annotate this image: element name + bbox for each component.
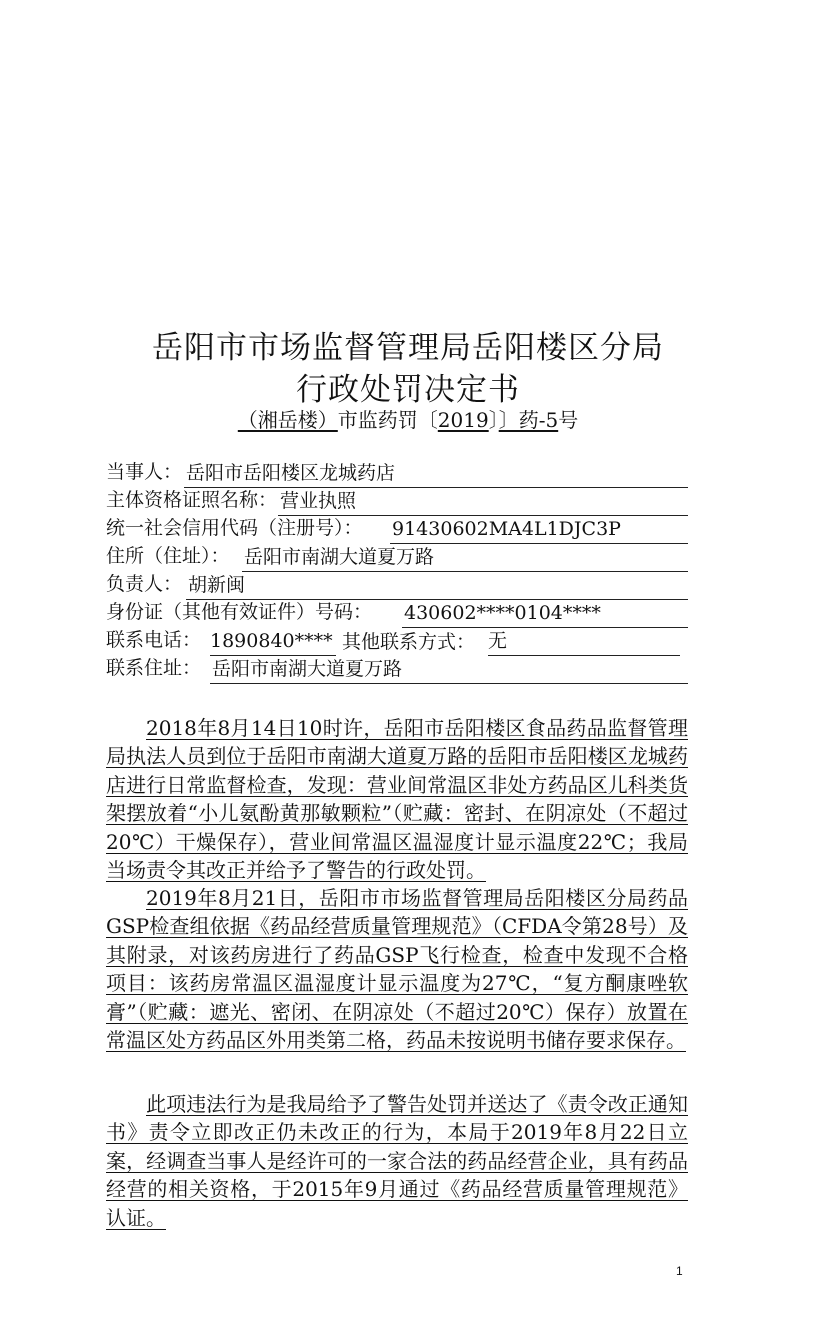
document-number — [0, 404, 816, 433]
contact-address-field — [106, 656, 688, 684]
contact-address-label: 联系住址： — [106, 657, 202, 679]
credit-code-label: 统一社会信用代码（注册号）： — [106, 517, 363, 539]
doc-number-year: 2019 — [437, 408, 489, 432]
address-field — [106, 544, 688, 572]
doc-number-end: 〕药-5 — [498, 408, 559, 432]
document-title-line1: 岳阳市市场监督管理局岳阳楼区分局 — [152, 330, 664, 366]
phone-field — [106, 628, 688, 656]
paragraph-3 — [106, 1090, 688, 1232]
doc-number-suffix: 号 — [558, 408, 579, 432]
person-value: 胡新闽 — [186, 573, 688, 600]
id-label: 身份证（其他有效证件）号码： — [106, 601, 373, 623]
contact-address-value: 岳阳市南湖大道夏万路 — [210, 657, 688, 684]
address-label: 住所（住址）： — [106, 545, 230, 567]
paragraph-3-text: 此项违法行为是我局给予了警告处罚并送达了《责令改正通知书》责令立即改正仍未改正的行为，本局于2019年8月22日立案，经调查当事人是经许可的一家合法的药品经营企业，具有药品经营的相关资格，于2015年9月通过《药品经营质量管理规范》认证。 — [106, 1092, 688, 1230]
person-label: 负责人： — [106, 573, 183, 595]
paragraph-1-text: 2018年8月14日10时许，岳阳市岳阳楼区食品药品监督管理局执法人员到位于岳阳市南湖大道夏万路的岳阳市岳阳楼区龙城药店进行日常监督检查，发现：营业间常温区非处方药品区儿科类货架摆放着“小儿氨酚黄那敏颗粒”（贮藏：密封、在阴凉处（不超过20℃）干燥保存），营业间常温区温湿度计显示温度22℃；我局当场责令其改正并给予了警告的行政处罚。 — [106, 716, 688, 883]
paragraph-2-text: 2019年8月21日，岳阳市市场监督管理局岳阳楼区分局药品GSP检查组依据《药品经营质量管理规范》（CFDA令第28号）及其附录，对该药房进行了药品GSP飞行检查，检查中发现不合格项目：该药房常温区温湿度计显示温度为27℃，“复方酮康唑软膏”（贮藏：遮光、密闭、在阴凉处（不超过20℃）保存）放置在常温区处方药品区外用类第二格，药品未按说明书储存要求保存。 — [106, 886, 688, 1053]
page-number: 1 — [676, 1264, 683, 1278]
paragraph-2 — [106, 884, 688, 1054]
party-label: 当事人： — [106, 461, 183, 483]
qualification-value: 营业执照 — [278, 489, 688, 516]
other-contact-label: 其他联系方式： — [342, 631, 476, 653]
id-field — [106, 600, 688, 628]
paragraph-1 — [106, 714, 688, 884]
phone-value: 1890840**** — [210, 629, 336, 656]
doc-number-bracket: 〕 — [488, 408, 499, 432]
party-field — [106, 460, 688, 488]
id-value: 430602****0104**** — [402, 601, 688, 628]
party-value: 岳阳市岳阳楼区龙城药店 — [184, 461, 688, 488]
address-value: 岳阳市南湖大道夏万路 — [242, 545, 688, 572]
phone-label: 联系电话： — [106, 629, 202, 651]
doc-number-mid: 市监药罚〔 — [337, 408, 438, 432]
qualification-label: 主体资格证照名称： — [106, 489, 278, 511]
credit-code-value: 91430602MA4L1DJC3P — [390, 517, 688, 544]
person-field — [106, 572, 688, 600]
other-contact-value: 无 — [488, 629, 680, 656]
qualification-field — [106, 488, 688, 516]
credit-code-field — [106, 516, 688, 544]
document-title-line2: 行政处罚决定书 — [296, 372, 520, 408]
doc-number-prefix: （湘岳楼） — [237, 408, 338, 432]
